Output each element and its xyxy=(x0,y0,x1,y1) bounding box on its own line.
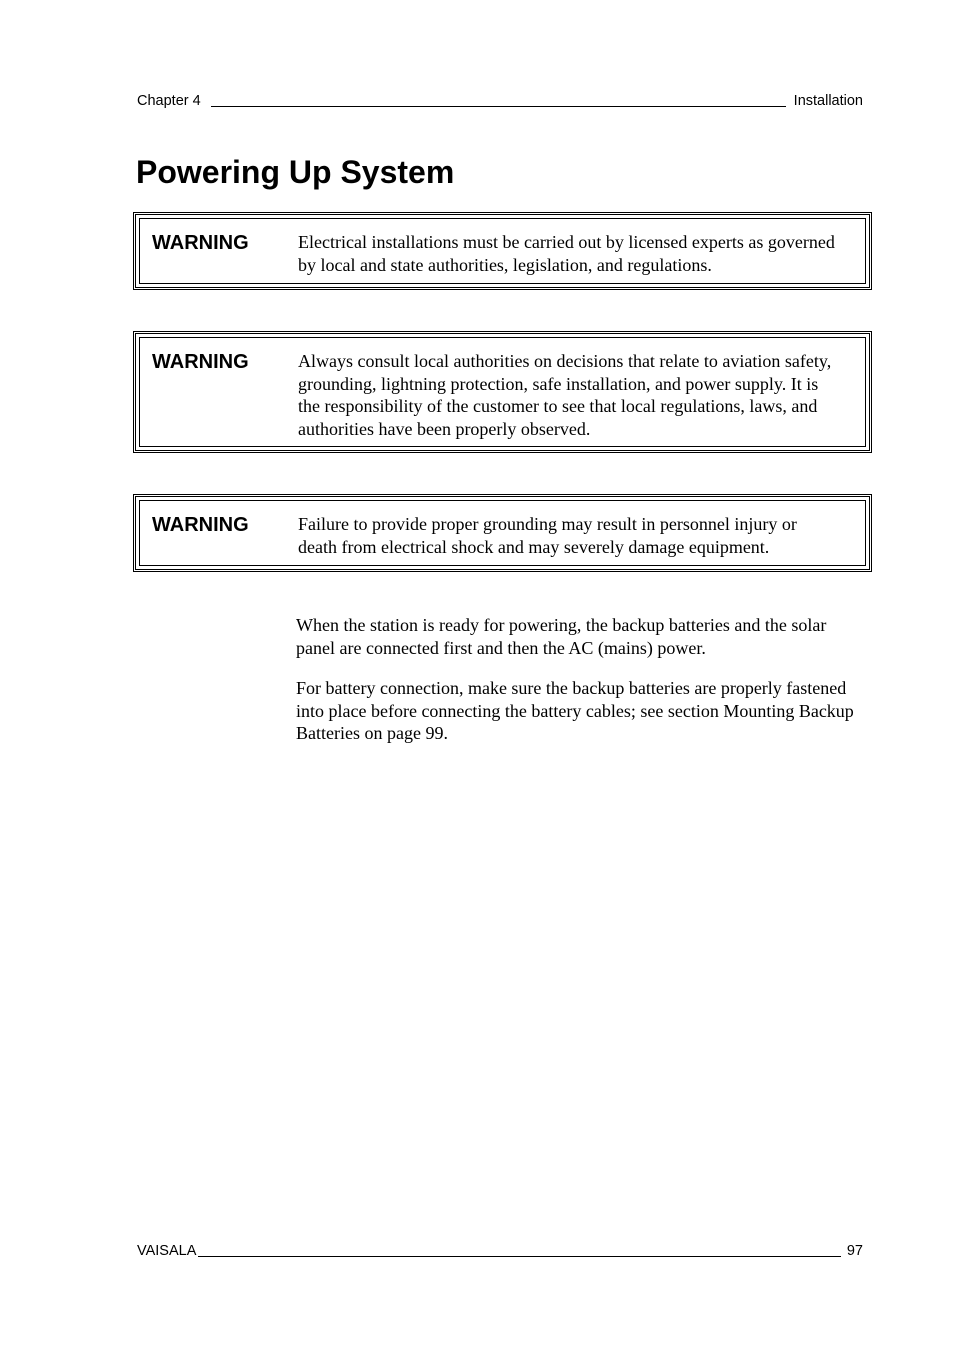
page-header xyxy=(137,90,863,110)
warning-text: Always consult local authorities on decisions that relate to aviation safety, grounding, lightning protection, safe installation, and power supply. It is the responsibility of the customer to see that local regulations, laws, and authorities have been properly observed. xyxy=(298,351,832,439)
warning-label: WARNING xyxy=(152,514,249,536)
body-paragraph-powering: When the station is ready for powering, the backup batteries and the solar panel are connected first and then the AC (mains) power. xyxy=(296,615,827,658)
warning-box-2 xyxy=(133,331,872,453)
warning-box-inner xyxy=(139,337,866,447)
footer-page-number: 97 xyxy=(846,1243,863,1259)
warning-box-inner xyxy=(139,500,866,566)
header-chapter: Chapter 4 xyxy=(137,93,201,109)
header-section: Installation xyxy=(793,93,863,109)
page-footer xyxy=(137,1240,863,1260)
footer-rule xyxy=(198,1256,840,1257)
warning-label: WARNING xyxy=(152,232,249,254)
warning-label: WARNING xyxy=(152,351,249,373)
warning-box-3 xyxy=(133,494,872,572)
warning-text: Failure to provide proper grounding may result in personnel injury or death from electrical shock and may severely damage equipment. xyxy=(298,514,797,557)
warning-text: Electrical installations must be carried out by licensed experts as governed by local and state authorities, legislation, and regulations. xyxy=(298,232,835,275)
body-paragraph-battery: For battery connection, make sure the backup batteries are properly fastened into place before connecting the battery cables; see section Mounting Backup Batteries on page 99. xyxy=(296,678,854,743)
warning-box-inner xyxy=(139,218,866,284)
warning-box-1 xyxy=(133,212,872,290)
footer-company: VAISALA xyxy=(137,1243,197,1259)
header-rule xyxy=(211,106,786,107)
page-title: Powering Up System xyxy=(136,154,455,190)
